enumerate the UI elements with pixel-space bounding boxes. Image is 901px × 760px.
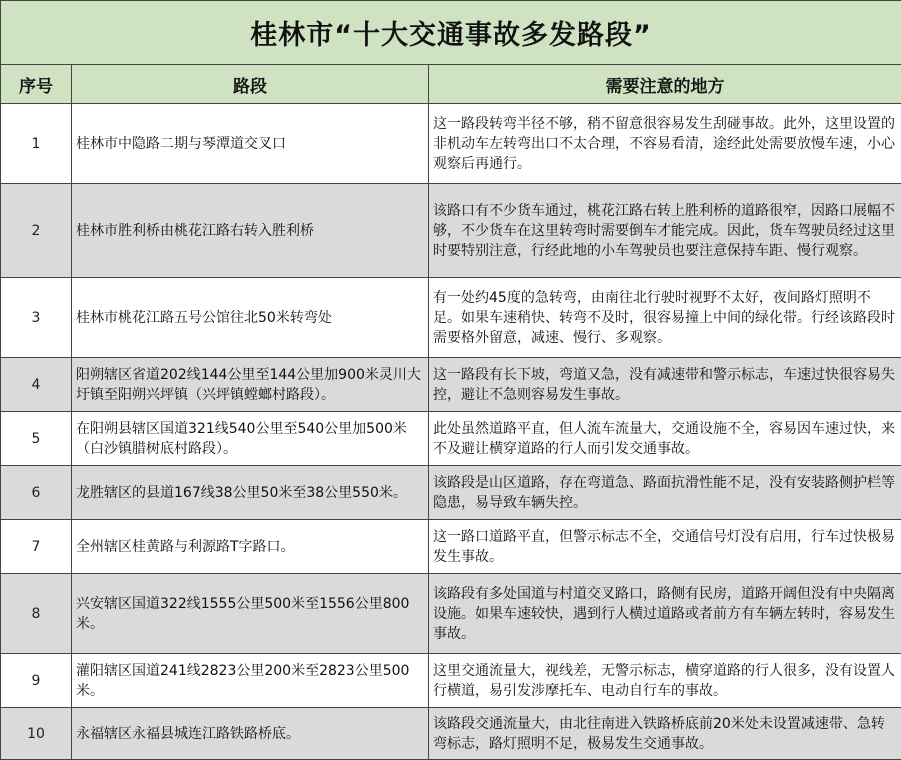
table-row (1, 278, 901, 358)
watermark-small: 客户端 (563, 548, 605, 568)
row-road: 灌阳辖区国道241线2823公里200米至2823公里500米。 (72, 654, 429, 708)
row-index: 7 (1, 520, 72, 574)
row-note: 这里交通流量大，视线差，无警示标志，横穿道路的行人很多，没有设置人行横道，易引发涉摩托车、电动自行车的事故。 (429, 654, 901, 708)
row-index: 1 (1, 104, 72, 184)
row-index: 2 (1, 184, 72, 278)
row-note: 这一路口道路平直，但警示标志不全，交通信号灯没有启用，行车过快极易发生事故。 (429, 520, 901, 574)
table-row (1, 574, 901, 654)
row-index: 8 (1, 574, 72, 654)
row-index: 10 (1, 708, 72, 760)
row-road: 在阳朔县辖区国道321线540公里至540公里加500米（白沙镇腊树底村路段）。 (72, 412, 429, 466)
table-row (1, 358, 901, 412)
page-title: 桂林市“十大交通事故多发路段” (1, 1, 901, 65)
column-header-index: 序号 (1, 65, 72, 104)
table-row (1, 104, 901, 184)
table-row (1, 654, 901, 708)
row-index: 6 (1, 466, 72, 520)
table-row (1, 466, 901, 520)
column-header-road: 路段 (72, 65, 429, 104)
row-note: 这一路段转弯半径不够，稍不留意很容易发生刮碰事故。此外，这里设置的非机动车左转弯出口不太合理，不容易看清，途经此处需要放慢车速，小心观察后再通行。 (429, 104, 901, 184)
watermark: 南国早报客户端 (600, 540, 796, 577)
table-row (1, 708, 901, 760)
row-road: 桂林市胜利桥由桃花江路右转入胜利桥 (72, 184, 429, 278)
row-road: 永福辖区永福县城连江路铁路桥底。 (72, 708, 429, 760)
row-index: 3 (1, 278, 72, 358)
row-index: 4 (1, 358, 72, 412)
table-row (1, 520, 901, 574)
row-index: 9 (1, 654, 72, 708)
row-road: 兴安辖区国道322线1555公里500米至1556公里800米。 (72, 574, 429, 654)
row-index: 5 (1, 412, 72, 466)
row-note: 该路段是山区道路，存在弯道急、路面抗滑性能不足，没有安装路侧护栏等隐患，易导致车辆失控。 (429, 466, 901, 520)
row-note: 该路口有不少货车通过，桃花江路右转上胜利桥的道路很窄，因路口展幅不够，不少货车在这里转弯时需要倒车才能完成。因此，货车驾驶员经过这里时要特别注意，行经此地的小车驾驶员也要注意保持车距、慢行观察。 (429, 184, 901, 278)
row-road: 龙胜辖区的县道167线38公里50米至38公里550米。 (72, 466, 429, 520)
row-road: 全州辖区桂黄路与利源路T字路口。 (72, 520, 429, 574)
row-note: 该路段交通流量大，由北往南进入铁路桥底前20米处未设置减速带、急转弯标志，路灯照明不足，极易发生交通事故。 (429, 708, 901, 760)
row-road: 桂林市桃花江路五号公馆往北50米转弯处 (72, 278, 429, 358)
row-note: 这一路段有长下坡，弯道又急，没有减速带和警示标志，车速过快很容易失控，避让不急则容易发生事故。 (429, 358, 901, 412)
column-header-note: 需要注意的地方 (429, 65, 901, 104)
table-row (1, 412, 901, 466)
row-note: 此处虽然道路平直，但人流车流量大，交通设施不全，容易因车速过快，来不及避让横穿道路的行人而引发交通事故。 (429, 412, 901, 466)
row-road: 桂林市中隐路二期与琴潭道交叉口 (72, 104, 429, 184)
table-header (1, 65, 901, 104)
row-road: 阳朔辖区省道202线144公里至144公里加900米灵川大圩镇至阳朔兴坪镇（兴坪镇螳螂村路段）。 (72, 358, 429, 412)
table-row (1, 184, 901, 278)
row-note: 该路段有多处国道与村道交叉路口，路侧有民房，道路开阔但没有中央隔离设施。如果车速较快，遇到行人横过道路或者前方有车辆左转时，容易发生事故。 (429, 574, 901, 654)
row-note: 有一处约45度的急转弯，由南往北行驶时视野不太好，夜间路灯照明不足。如果车速稍快、转弯不及时，很容易撞上中间的绿化带。行经该路段时需要格外留意，减速、慢行、多观察。 (429, 278, 901, 358)
